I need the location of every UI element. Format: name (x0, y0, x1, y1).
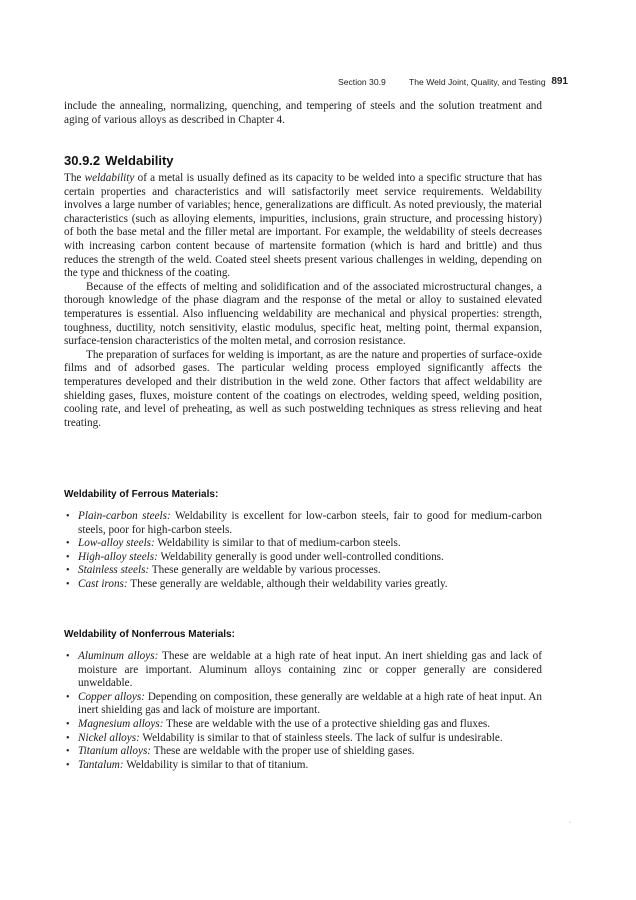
list-item (64, 564, 542, 578)
item-term: Plain-carbon steels: (78, 510, 171, 522)
list-item (64, 745, 542, 759)
item-term: High-alloy steels: (78, 550, 158, 563)
item-text: Weldability is similar to that of stainless steels. The lack of sulfur is undesirable. (139, 731, 503, 744)
item-term: Low-alloy steels: (78, 537, 155, 550)
page-number: 891 (551, 76, 568, 87)
bullet-icon: • (66, 578, 70, 590)
bullet-icon: • (66, 759, 70, 771)
nonferrous-heading: Weldability of Nonferrous Materials: (64, 629, 235, 640)
bullet-icon: • (66, 718, 70, 730)
item-text: These generally are weldable, although their weldability varies greatly. (127, 577, 448, 590)
p1-lead: The (64, 172, 85, 184)
item-text: These are weldable at a high rate of heat input. An inert shielding gas and lack of moisture are important. Aluminum alloys containing zinc or copper generally are considered unweldable. (78, 650, 542, 690)
bullet-icon: • (66, 511, 70, 522)
bullet-icon: • (66, 746, 70, 758)
ferrous-list (64, 510, 542, 592)
list-item (64, 510, 542, 537)
paragraph-definition (64, 172, 542, 281)
list-item (64, 718, 542, 732)
item-text: These are weldable with the proper use of shielding gases. (151, 745, 415, 758)
list-item (64, 551, 542, 565)
bullet-icon: • (66, 732, 70, 744)
ferrous-heading: Weldability of Ferrous Materials: (64, 489, 219, 500)
item-term: Tantalum: (78, 758, 124, 771)
paragraph-surface-preparation: The preparation of surfaces for welding is important, as are the nature and properties of surface-oxide films and of adsorbed gases. The particular welding process employed significantly affects the temperatures developed and their distribution in the weld zone. Other factors that affect weldability are shielding gases, fluxes, moisture content of the coatings on electrodes, welding speed, welding position, cooling rate, and level of preheating, as well as such postwelding techniques as stress relieving and heat treating. (64, 348, 542, 429)
item-term: Stainless steels: (78, 564, 150, 577)
intro-paragraph (64, 100, 542, 127)
item-text: Weldability generally is good under well-controlled conditions. (157, 550, 444, 563)
bullet-icon: • (66, 651, 70, 662)
bullet-icon: • (66, 565, 70, 577)
item-text: Depending on composition, these generally are weldable at a high rate of heat input. An inert shielding gas and lack of moisture are important. (78, 690, 542, 717)
header-section-title: The Weld Joint, Quality, and Testing (409, 77, 546, 87)
list-item (64, 759, 542, 773)
p1-term-weldability: weldability (84, 172, 135, 184)
intro-text: include the annealing, normalizing, quenching, and tempering of steels and the solution treatment and aging of various alloys as described in Chapter 4. (64, 100, 542, 126)
margin-mark: · (569, 820, 571, 826)
item-term: Nickel alloys: (78, 731, 140, 744)
item-text: Weldability is similar to that of medium-carbon steels. (154, 537, 401, 550)
item-term: Titanium alloys: (78, 745, 152, 758)
weldability-body (64, 172, 542, 430)
item-text: These are weldable with the use of a protective shielding gas and fluxes. (163, 717, 491, 730)
item-text: Weldability is excellent for low-carbon steels, fair to good for medium-carbon steels, poor for high-carbon steels. (78, 510, 542, 536)
item-text: Weldability is similar to that of titanium. (123, 758, 309, 771)
section-heading (64, 153, 174, 168)
section-number: 30.9.2 (64, 153, 101, 168)
p1-rest: of a metal is usually defined as its capacity to be welded into a specific structure that has certain properties and characteristics and will satisfactorily meet service requirements. Weldability involves a large number of variables; hence, generalizations are difficult. As noted previously, the material characteristics (such as alloying elements, impurities, inclusions, grain structure, and processing history) of both the base metal and the filler metal are important. For example, the weldability of steels decreases with increasing carbon content because of martensite formation (which is hard and brittle) and thus reduces the strength of the weld. Coated steel sheets present various challenges in welding, depending on the type and thickness of the coating. (64, 172, 542, 280)
item-text: These generally are weldable by various processes. (149, 564, 381, 577)
list-item (64, 691, 542, 718)
section-title: Weldability (105, 153, 174, 168)
item-term: Aluminum alloys: (78, 650, 159, 662)
bullet-icon: • (66, 551, 70, 563)
item-term: Magnesium alloys: (78, 717, 164, 730)
list-item (64, 578, 542, 592)
bullet-icon: • (66, 538, 70, 550)
paragraph-microstructure: Because of the effects of melting and solidification and of the associated microstructural changes, a thorough knowledge of the phase diagram and the response of the metal or alloy to sustained elevated temperatures is essential. Also influencing weldability are mechanical and physical properties: strength, toughness, ductility, notch sensitivity, elastic modulus, specific heat, melting point, thermal expansion, surface-tension characteristics of the molten metal, and corrosion resistance. (64, 280, 542, 348)
header-section-number: Section 30.9 (338, 77, 386, 87)
running-header (338, 77, 568, 91)
list-item (64, 537, 542, 551)
list-item (64, 650, 542, 691)
item-term: Copper alloys: (78, 690, 145, 703)
list-item (64, 732, 542, 746)
nonferrous-list (64, 650, 542, 772)
bullet-icon: • (66, 691, 70, 703)
item-term: Cast irons: (78, 577, 128, 590)
